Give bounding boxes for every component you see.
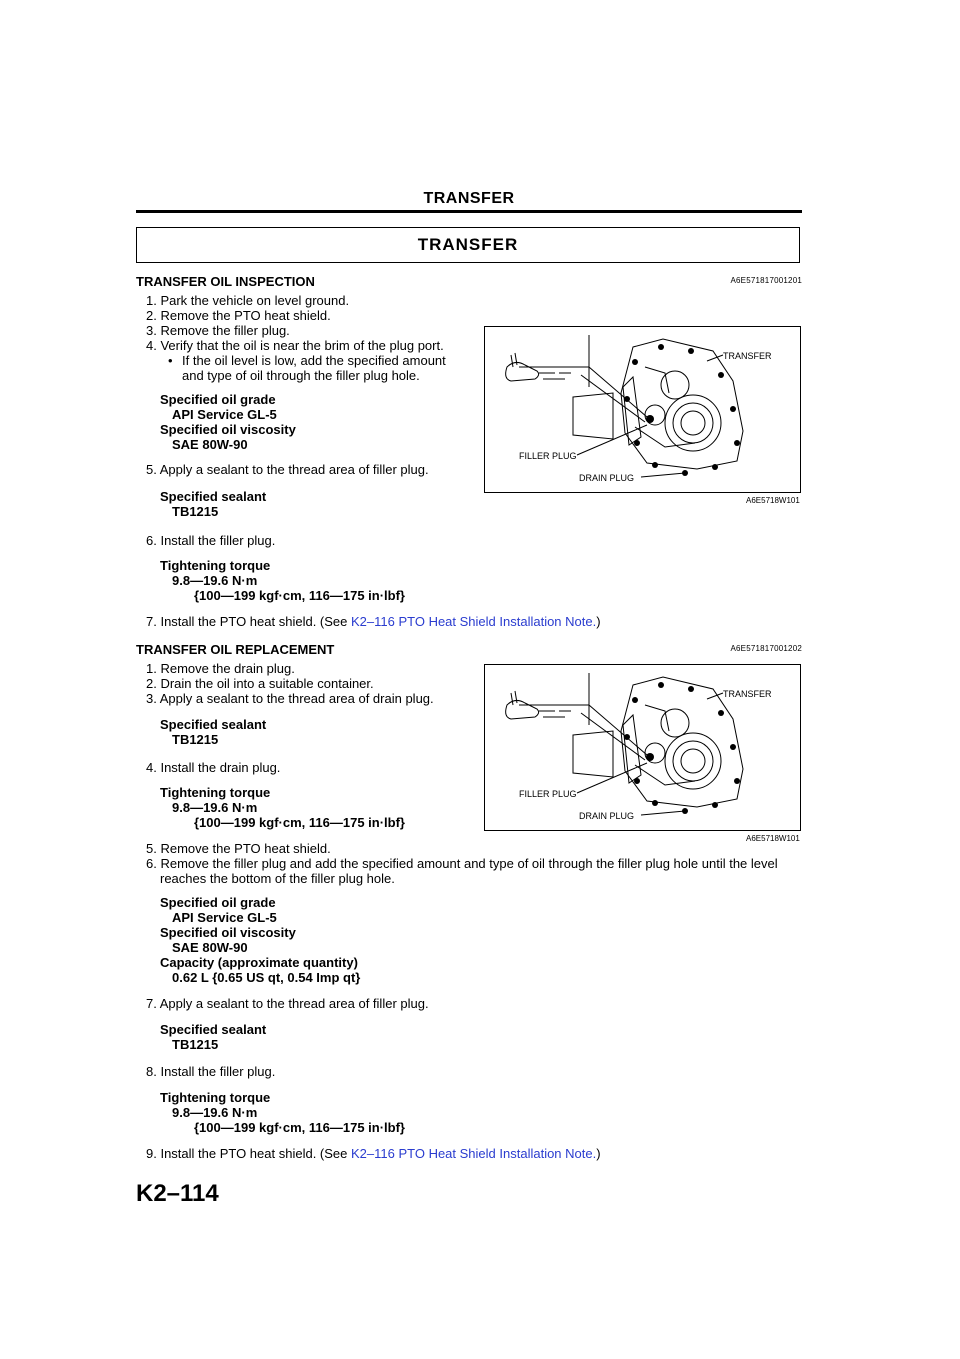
step: 4. Verify that the oil is near the brim of the plug port. [146, 338, 444, 353]
transfer-illustration [485, 327, 800, 492]
step: 2. Drain the oil into a suitable container. [146, 676, 374, 691]
spec-value: API Service GL-5 [172, 407, 277, 422]
label-filler-plug: FILLER PLUG [519, 789, 577, 799]
spec-value: 0.62 L {0.65 US qt, 0.54 Imp qt} [172, 970, 361, 985]
step: 1. Remove the drain plug. [146, 661, 295, 676]
section-heading-replacement: TRANSFER OIL REPLACEMENT A6E571817001202 [136, 642, 802, 657]
label-drain-plug: DRAIN PLUG [579, 811, 635, 821]
step: 5. Apply a sealant to the thread area of filler plug. [146, 462, 429, 477]
spec-label: Specified oil grade [160, 392, 276, 407]
bullet-text: and type of oil through the filler plug hole. [182, 368, 420, 383]
spec-label: Tightening torque [160, 558, 271, 573]
transfer-illustration [485, 665, 800, 830]
spec-value: {100—199 kgf·cm, 116—175 in·lbf} [194, 1120, 405, 1135]
label-transfer: TRANSFER [723, 351, 772, 361]
figure-caption: A6E5718W101 [746, 496, 800, 505]
step: 8. Install the filler plug. [146, 1064, 276, 1079]
spec-label: Tightening torque [160, 1090, 271, 1105]
section-code: A6E571817001201 [730, 276, 802, 285]
spec-value: TB1215 [172, 1037, 219, 1052]
page-number: K2–114 [136, 1180, 219, 1207]
page-header: TRANSFER [423, 190, 515, 207]
label-transfer: TRANSFER [723, 689, 772, 699]
bullet-text: If the oil level is low, add the specified amount [182, 353, 446, 368]
spec-value: {100—199 kgf·cm, 116—175 in·lbf} [194, 588, 405, 603]
label-filler-plug: FILLER PLUG [519, 451, 577, 461]
spec-value: API Service GL-5 [172, 910, 277, 925]
reference-link[interactable]: K2–116 PTO Heat Shield Installation Note. [351, 614, 597, 629]
spec-value: 9.8—19.6 N·m [172, 1105, 258, 1120]
spec-value: TB1215 [172, 504, 219, 519]
spec-value: SAE 80W-90 [172, 940, 248, 955]
spec-value: SAE 80W-90 [172, 437, 248, 452]
step: 6. Install the filler plug. [146, 533, 276, 548]
label-drain-plug: DRAIN PLUG [579, 473, 635, 483]
spec-label: Specified oil grade [160, 895, 276, 910]
step: 5. Remove the PTO heat shield. [146, 841, 331, 856]
step: 7. Apply a sealant to the thread area of filler plug. [146, 996, 429, 1011]
reference-link[interactable]: K2–116 PTO Heat Shield Installation Note. [351, 1146, 597, 1161]
bullet-icon: • [168, 353, 173, 368]
spec-label: Tightening torque [160, 785, 271, 800]
spec-value: 9.8—19.6 N·m [172, 573, 258, 588]
spec-label: Specified oil viscosity [160, 422, 296, 437]
spec-value: {100—199 kgf·cm, 116—175 in·lbf} [194, 815, 405, 830]
figure-caption: A6E5718W101 [746, 834, 800, 843]
transfer-figure [484, 326, 801, 493]
section-title: TRANSFER [136, 227, 800, 263]
step: 3. Remove the filler plug. [146, 323, 290, 338]
step: 4. Install the drain plug. [146, 760, 281, 775]
step-with-link: 9. Install the PTO heat shield. (See K2–116 PTO Heat Shield Installation Note.) [146, 1146, 601, 1161]
spec-label: Specified sealant [160, 717, 267, 732]
spec-label: Specified sealant [160, 1022, 267, 1037]
spec-label: Capacity (approximate quantity) [160, 955, 358, 970]
step: 1. Park the vehicle on level ground. [146, 293, 350, 308]
header-rule [136, 210, 802, 213]
step-cont: reaches the bottom of the filler plug hole. [160, 871, 395, 886]
step: 2. Remove the PTO heat shield. [146, 308, 331, 323]
spec-label: Specified oil viscosity [160, 925, 296, 940]
spec-label: Specified sealant [160, 489, 267, 504]
transfer-figure [484, 664, 801, 831]
step-with-link: 7. Install the PTO heat shield. (See K2–116 PTO Heat Shield Installation Note.) [146, 614, 601, 629]
section-code: A6E571817001202 [730, 644, 802, 653]
spec-value: 9.8—19.6 N·m [172, 800, 258, 815]
step: 3. Apply a sealant to the thread area of drain plug. [146, 691, 434, 706]
spec-value: TB1215 [172, 732, 219, 747]
section-heading-inspection: TRANSFER OIL INSPECTION A6E571817001201 [136, 274, 802, 289]
step: 6. Remove the filler plug and add the specified amount and type of oil through the filler plug hole until the level [146, 856, 778, 871]
